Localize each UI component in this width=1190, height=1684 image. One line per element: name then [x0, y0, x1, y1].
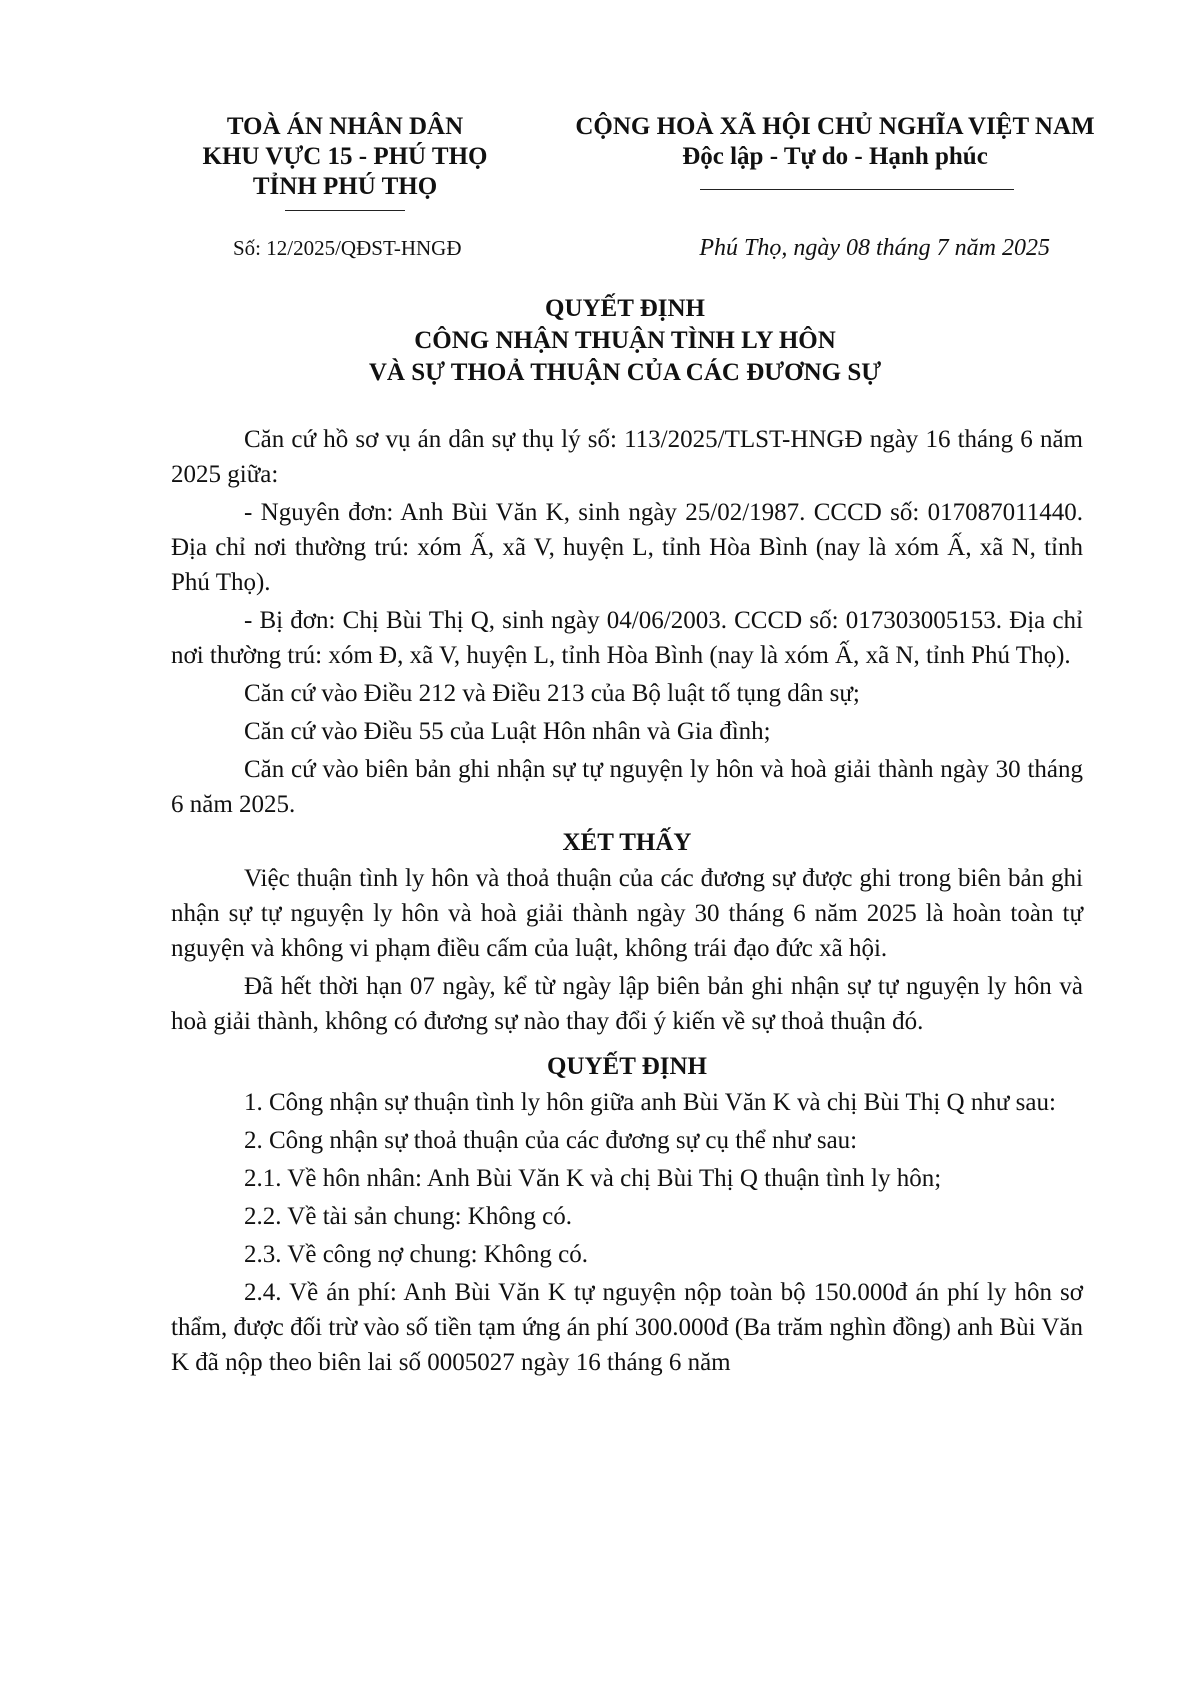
motto-underline: [700, 189, 1014, 190]
national-motto: Độc lập - Tự do - Hạnh phúc: [682, 143, 988, 170]
decision-number: Số: 12/2025/QĐST-HNGĐ: [233, 236, 462, 260]
court-line: TỈNH PHÚ THỌ: [252, 173, 438, 200]
findings-paragraph: Việc thuận tình ly hôn và thoả thuận của các đương sự được ghi trong biên bản ghi nhận sự tự nguyện ly hôn và hoà giải thành ngày 30 tháng 6 năm 2025 là hoàn toàn tự nguyện và không vi phạm điều cấm của luật, không trái đạo đức xã hội.: [171, 865, 1083, 962]
basis-family-law: Căn cứ vào Điều 55 của Luật Hôn nhân và Gia đình;: [244, 718, 771, 745]
defendant-info: - Bị đơn: Chị Bùi Thị Q, sinh ngày 04/06/2003. CCCD số: 017303005153. Địa chỉ nơi thường trú: xóm Đ, xã V, huyện L, tỉnh Hòa Bình (nay là xóm Ấ, xã N, tỉnh Phú Thọ).: [171, 607, 1083, 669]
decision-item: 2. Công nhận sự thoả thuận của các đương sự cụ thể như sau:: [244, 1127, 858, 1154]
basis-case-file: Căn cứ hồ sơ vụ án dân sự thụ lý số: 113/2025/TLST-HNGĐ ngày 16 tháng 6 năm 2025 giữa:: [171, 426, 1083, 488]
document-title: [170, 293, 1080, 389]
country-name: CỘNG HOÀ XÃ HỘI CHỦ NGHĨA VIỆT NAM: [575, 113, 1095, 140]
findings-paragraph: Đã hết thời hạn 07 ngày, kể từ ngày lập biên bản ghi nhận sự tự nguyện ly hôn và hoà giải thành, không có đương sự nào thay đổi ý kiến về sự thoả thuận đó.: [171, 973, 1083, 1035]
place-date: Phú Thọ, ngày 08 tháng 7 năm 2025: [699, 235, 1050, 261]
decision-heading: QUYẾT ĐỊNH: [547, 1053, 707, 1080]
basis-civil-procedure: Căn cứ vào Điều 212 và Điều 213 của Bộ luật tố tụng dân sự;: [244, 680, 860, 707]
court-line: TOÀ ÁN NHÂN DÂN: [226, 113, 464, 140]
decision-item: 2.3. Về công nợ chung: Không có.: [244, 1241, 588, 1268]
title-line: VÀ SỰ THOẢ THUẬN CỦA CÁC ĐƯƠNG SỰ: [368, 359, 882, 386]
court-name-block: [185, 112, 505, 202]
national-heading: [545, 112, 1125, 172]
title-line: QUYẾT ĐỊNH: [545, 295, 705, 322]
decision-item: 2.1. Về hôn nhân: Anh Bùi Văn K và chị Bùi Thị Q thuận tình ly hôn;: [244, 1165, 942, 1192]
decision-item: 2.4. Về án phí: Anh Bùi Văn K tự nguyện nộp toàn bộ 150.000đ án phí ly hôn sơ thẩm, được đối trừ vào số tiền tạm ứng án phí 300.000đ (Ba trăm nghìn đồng) anh Bùi Văn K đã nộp theo biên lai số 0005027 ngày 16 tháng 6 năm: [171, 1279, 1083, 1376]
basis-reconciliation-record: Căn cứ vào biên bản ghi nhận sự tự nguyện ly hôn và hoà giải thành ngày 30 tháng 6 năm 2025.: [171, 756, 1083, 818]
court-underline: [285, 210, 405, 211]
decision-item: 1. Công nhận sự thuận tình ly hôn giữa anh Bùi Văn K và chị Bùi Thị Q như sau:: [244, 1089, 1056, 1116]
court-line: KHU VỰC 15 - PHÚ THỌ: [202, 143, 488, 170]
title-line: CÔNG NHẬN THUẬN TÌNH LY HÔN: [414, 327, 836, 354]
document-body: [171, 422, 1083, 1383]
findings-heading: XÉT THẤY: [562, 829, 692, 856]
decision-item: 2.2. Về tài sản chung: Không có.: [244, 1203, 572, 1230]
plaintiff-info: - Nguyên đơn: Anh Bùi Văn K, sinh ngày 25/02/1987. CCCD số: 017087011440. Địa chỉ nơi thường trú: xóm Ấ, xã V, huyện L, tỉnh Hòa Bình (nay là xóm Ấ, xã N, tỉnh Phú Thọ).: [171, 499, 1083, 596]
